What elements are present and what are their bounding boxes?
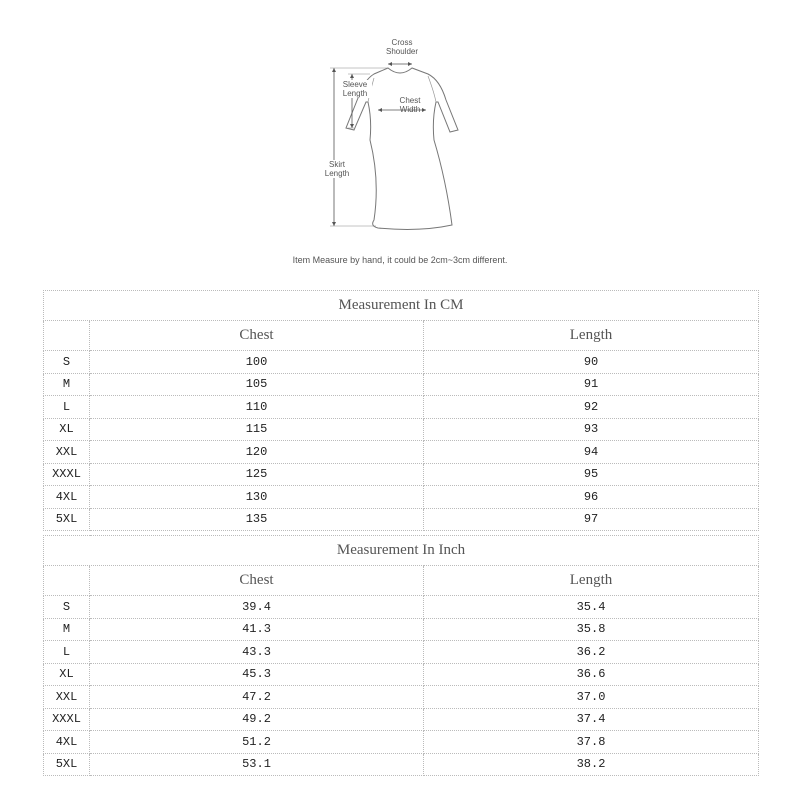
cross-shoulder-label: Cross Shoulder	[385, 38, 419, 56]
column-header-chest: Chest	[90, 566, 424, 596]
length-cell: 35.4	[424, 596, 759, 619]
size-cell: 5XL	[44, 753, 90, 776]
size-cell: XXL	[44, 441, 90, 464]
table-row	[44, 618, 759, 641]
table-row	[44, 486, 759, 509]
table-title: Measurement In Inch	[44, 536, 759, 566]
chest-cell: 115	[90, 418, 424, 441]
measurement-note: Item Measure by hand, it could be 2cm~3cm different.	[292, 255, 508, 265]
table-row	[44, 396, 759, 419]
column-header-length: Length	[424, 321, 759, 351]
chest-cell: 100	[90, 351, 424, 374]
length-cell: 36.2	[424, 641, 759, 664]
table-row	[44, 753, 759, 776]
chest-cell: 110	[90, 396, 424, 419]
chest-cell: 41.3	[90, 618, 424, 641]
length-cell: 37.0	[424, 686, 759, 709]
length-cell: 95	[424, 463, 759, 486]
chest-width-label: Chest Width	[399, 96, 421, 114]
size-cell: M	[44, 373, 90, 396]
chest-cell: 49.2	[90, 708, 424, 731]
table-row	[44, 463, 759, 486]
size-cell: XL	[44, 663, 90, 686]
size-cell: XXXL	[44, 708, 90, 731]
chest-cell: 125	[90, 463, 424, 486]
chest-cell: 135	[90, 508, 424, 531]
table-row	[44, 441, 759, 464]
table-row	[44, 373, 759, 396]
size-cell: L	[44, 641, 90, 664]
length-cell: 90	[424, 351, 759, 374]
length-cell: 38.2	[424, 753, 759, 776]
length-cell: 94	[424, 441, 759, 464]
table-row	[44, 351, 759, 374]
size-cell: S	[44, 351, 90, 374]
skirt-length-label: Skirt Length	[322, 160, 352, 178]
column-header-chest: Chest	[90, 321, 424, 351]
size-cell: 4XL	[44, 731, 90, 754]
table-row	[44, 418, 759, 441]
size-cell: 5XL	[44, 508, 90, 531]
chest-cell: 45.3	[90, 663, 424, 686]
table-row	[44, 596, 759, 619]
length-cell: 37.4	[424, 708, 759, 731]
size-cell: 4XL	[44, 486, 90, 509]
size-cell: L	[44, 396, 90, 419]
column-header-length: Length	[424, 566, 759, 596]
size-header-empty	[44, 321, 90, 351]
table-row	[44, 686, 759, 709]
table-row	[44, 641, 759, 664]
dress-outline-icon	[300, 30, 500, 240]
chest-cell: 105	[90, 373, 424, 396]
chest-cell: 47.2	[90, 686, 424, 709]
chest-cell: 39.4	[90, 596, 424, 619]
size-cell: M	[44, 618, 90, 641]
chest-cell: 130	[90, 486, 424, 509]
chest-cell: 51.2	[90, 731, 424, 754]
table-row	[44, 731, 759, 754]
length-cell: 92	[424, 396, 759, 419]
chest-cell: 120	[90, 441, 424, 464]
length-cell: 36.6	[424, 663, 759, 686]
sleeve-length-label: Sleeve Length	[338, 80, 372, 98]
length-cell: 91	[424, 373, 759, 396]
length-cell: 97	[424, 508, 759, 531]
size-cell: XL	[44, 418, 90, 441]
size-cell: XXL	[44, 686, 90, 709]
table-title: Measurement In CM	[44, 291, 759, 321]
table-row	[44, 663, 759, 686]
length-cell: 35.8	[424, 618, 759, 641]
size-header-empty	[44, 566, 90, 596]
length-cell: 37.8	[424, 731, 759, 754]
chest-cell: 43.3	[90, 641, 424, 664]
length-cell: 96	[424, 486, 759, 509]
size-table-cm	[43, 290, 759, 531]
table-row	[44, 508, 759, 531]
size-cell: S	[44, 596, 90, 619]
dress-measurement-diagram	[300, 30, 500, 240]
chest-cell: 53.1	[90, 753, 424, 776]
size-table-inch	[43, 535, 759, 776]
size-cell: XXXL	[44, 463, 90, 486]
length-cell: 93	[424, 418, 759, 441]
table-row	[44, 708, 759, 731]
